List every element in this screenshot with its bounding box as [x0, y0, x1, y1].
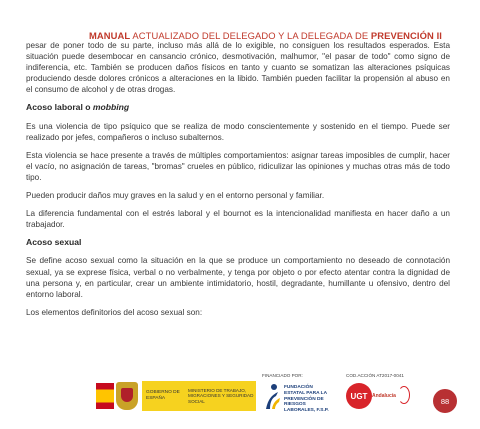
paragraph-comportamientos: Esta violencia se hace presente a través de múltiples comportamientos: asignar tareas imposibles de cumplir, hacer el vacío, no asignación de tareas, "bromas" crueles en público, ridiculizar las opiniones y muchas otras más de todo tipo. — [26, 150, 450, 182]
spain-flag-icon — [96, 383, 114, 409]
paragraph-violencia: Es una violencia de tipo psíquico que se realiza de modo conscientemente y sostenido en el tiempo. Puede ser realizado por jefes, compañeros o incluso subalternos. — [26, 121, 450, 142]
page-body — [26, 40, 450, 325]
header-title: ACTUALIZADO DEL DELEGADO Y LA DELEGADA DE — [130, 30, 371, 41]
andalucia-text: Andalucía — [372, 393, 396, 399]
paragraph-danos: Pueden producir daños muy graves en la salud y en el entorno personal y familiar. — [26, 191, 325, 201]
gobierno-logo — [96, 381, 256, 411]
gobierno-text: GOBIERNO DE ESPAÑA — [146, 390, 180, 401]
heading-acoso-laboral-text: Acoso laboral o — [26, 102, 93, 113]
ugt-andalucia-logo — [346, 380, 412, 412]
heading-acoso-sexual: Acoso sexual — [26, 237, 82, 248]
footer-logos — [0, 360, 480, 429]
header-prevencion: PREVENCIÓN II — [370, 30, 442, 41]
ministerio-text: MINISTERIO DE TRABAJO, MIGRACIONES Y SEGURIDAD SOCIAL — [188, 388, 254, 404]
codigo-accion-label: COD.ACCIÓN AT2017-0041 — [346, 373, 404, 378]
page-number: 88 — [433, 389, 457, 413]
header-manual: MANUAL — [89, 30, 131, 41]
ugt-logo: UGT — [346, 383, 372, 409]
fundacion-text: FUNDACIÓN ESTATAL PARA LA PREVENCIÓN DE RIESGOS LABORALES, F.S.P. — [284, 385, 329, 414]
fundacion-figure-icon — [262, 383, 282, 411]
fundacion-logo — [262, 381, 328, 413]
andalucia-mark-icon — [398, 386, 410, 404]
paragraph-diferencia: La diferencia fundamental con el estrés laboral y el bournot es la intencionalidad manifiesta en hacer daño a un trabajador. — [26, 209, 450, 230]
paragraph-intro: pesar de poner todo de su parte, incluso más allá de lo exigible, no consiguen los resultados esperados. Esta situación puede desembocar en cansancio crónico, desmotivación, malhumor, "el pasar de todo" como signo de indiferencia, etc. También se producen daños físicos en tanto y cuanto se somatizan las alteraciones psíquicas produciendo desde dolores crónicos a alteraciones en la libido. También pueden facilitar la propensión al abuso en el consumo de alcohol y de otras drogas. — [26, 41, 450, 95]
coat-of-arms-icon — [116, 382, 138, 410]
paragraph-definicion: Se define acoso sexual como la situación en la que se produce un comportamiento no deseado de connotación sexual, ya se exprese física, verbal o no verbalmente, y tenga por objeto o por efecto atentar contra la dignidad de una persona y, en particular, crear un ambiente intimidatorio, hostil, degradante, humillante u ofensivo, dentro del entorno laboral. — [26, 256, 450, 299]
financiado-label: FINANCIADO POR: — [262, 373, 303, 378]
paragraph-elementos: Los elementos definitorios del acoso sexual son: — [26, 307, 203, 317]
heading-mobbing: mobbing — [92, 102, 130, 113]
heading-acoso-laboral — [26, 102, 450, 113]
